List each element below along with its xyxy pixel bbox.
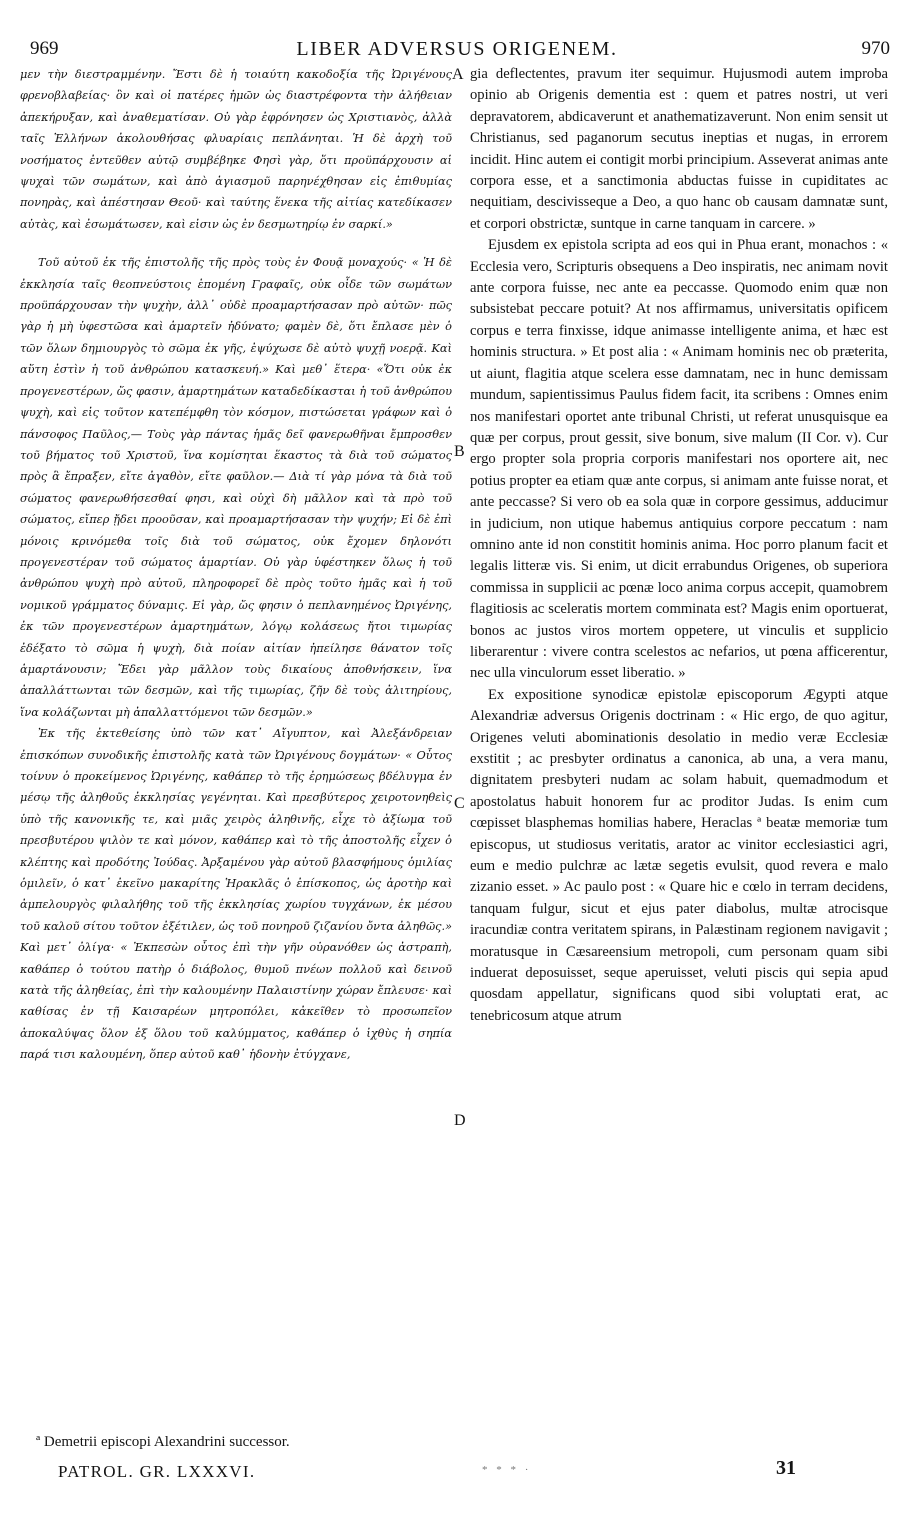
latin-paragraph-3: Ex expositione synodicæ epistolæ episcoporum Ægypti atque Alexandriæ adversus Origenis doctrinam : « Hic ergo, de quo agitur, Origenes veluti abominationis desolatio in medio veræ Ecclesiæ exstitit ; ac presbyter ordinatus a canonica, ab una, a vera manu, dignitatem presbyteri nudam ac solam habuit, quemadmodum et apostolatus habuit honorem fur ac proditor Judas. Is enim cum cœpisset blasphemas homilias habere, Heraclas ª beatæ memoriæ tum episcopus, ut studiosus veritatis, arator ac vinitor ecclesiastici agri, eum e medio pulchræ ac lætæ segetis evulsit, quod revera e malo zizanio esset. » Ac paulo post : « Quare hic e cœlo in terram decidens, tanquam fulgur, sicut et ejus pater diabolus, multæ atrocisque iracundiæ contra veritatem spirans, in Palæstinam regionem navigavit ; moratusque in Cæsareensium metropoli, cum personam quam sibi induerat deposuisset, seque aperuisset, veluti piscis qui sepia apud quosdam appellatur, significans quod sibi voluptati erat, ac tenebricosum atque atrum: [470, 686, 888, 1024]
footnote: ª Demetrii episcopi Alexandrini successor.: [36, 1434, 290, 1450]
greek-paragraph-2: Τοῦ αὐτοῦ ἐκ τῆς ἐπιστολῆς τῆς πρὸς τοὺς ἐν Φουᾷ μοναχούς· « Ἡ δὲ ἐκκλησία ταῖς θεοπνεύστοις ἑπομένη Γραφαῖς, οὐκ οἶδε τῶν σωμάτων προϋπάρχουσαν τὴν ψυχὴν, ἀλλ᾽ οὐδὲ προαμαρτήσασαν πρὸ αὐτῶν· πῶς γὰρ ἡ μὴ ὑφεστῶσα καὶ ἁμαρτεῖν ἠδύνατο; φαμὲν δὲ, ὅτι ἔπλασε μὲν ὁ τῶν ὅλων δημιουργὸς τὸ σῶμα ἐκ γῆς, ἐψύχωσε δὲ αὐτὸ ψυχῇ νοερᾷ. Καὶ αὕτη ἐστὶν ἡ τοῦ ἀνθρώπου κατασκευή.» Καὶ μεθ᾽ ἕτερα· «Ὅτι οὐκ ἐκ προγενεστέρων, ὥς φασιν, ἁμαρτημάτων καταδεδίκασται ἡ τοῦ ἀνθρώπου ψυχὴ, καὶ εἰς τοῦτον κατεπέμφθη τὸν κόσμον, πιστώσεται γράφων καὶ ὁ πάνσοφος Παῦλος,— Τοὺς γὰρ πάντας ἡμᾶς δεῖ φανερωθῆναι ἔμπροσθεν τοῦ βήματος τοῦ Χριστοῦ, ἵνα κομίσηται ἕκαστος τὰ διὰ τοῦ σώματος πρὸς ἃ ἔπραξεν, εἴτε ἀγαθὸν, εἴτε φαῦλον.— Διὰ τί γὰρ μόνα τὰ διὰ τοῦ σώματος φανερωθήσεσθαί φησι, καὶ οὐχὶ δὴ μᾶλλον καὶ τὰ πρὸ τοῦ σώματος, εἴπερ ᾔδει προοῦσαν, καὶ προαμαρτήσασαν τὴν ψυχήν; Εἰ δὲ ἐπὶ μόνοις κρινόμεθα τοῖς διὰ τοῦ σώματος, οὐκ ἔχομεν δηλονότι προγενεστέραν τοῦ σώματος ἁμαρτίαν. Οὐ γὰρ ὑφέστηκεν ὅλως ἡ τοῦ ἀνθρώπου ψυχὴ πρὸ αὐτοῦ, πληροφορεῖ δὲ πρὸς τοῦτο ἡμᾶς καὶ ἡ τοῦ νομικοῦ γράμματος δύναμις. Εἰ γὰρ, ὥς φησιν ὁ πεπλανημένος Ὠριγένης, ἐκ τῶν προγενεστέρων ἁμαρτημάτων, λόγῳ κολάσεως ἤτοι τιμωρίας ἐδέξατο τὸ σῶμα ἡ ψυχὴ, διὰ ποίαν αἰτίαν ἠπείλησε θάνατον τοῖς ἁμαρτάνουσιν; Ἔδει γὰρ μᾶλλον τοὺς δικαίους ἀποθνήσκειν, ἵνα ἀπαλλάττωνται τῶν δεσμῶν, καὶ τῆς τιμωρίας, ζῆν δὲ τοὺς ἀλιτηρίους, ἵνα κολάζωνται μὴ ἀπαλλαττόμενοι τῶν δεσμῶν.»: [20, 256, 452, 719]
latin-column: [470, 64, 888, 1384]
greek-paragraph-3: Ἐκ τῆς ἐκτεθείσης ὑπὸ τῶν κατ᾽ Αἴγυπτον, καὶ Ἀλεξάνδρειαν ἐπισκόπων συνοδικῆς ἐπιστολῆς κατὰ τῶν Ὠριγένους δογμάτων· « Οὗτος τοίνυν ὁ προκείμενος Ὠριγένης, καθάπερ τὸ τῆς ἐρημώσεως βδέλυγμα ἐν μέσῳ τῆς ἀληθοῦς ἐκκλησίας γεγένηται. Καὶ πρεσβύτερος χειροτονηθεὶς ὑπὸ τῆς κανονικῆς τε, καὶ μιᾶς χειρὸς ἀληθινῆς, εἶχε τὸ ἀξίωμα τοῦ πρεσβυτέρου ψιλὸν τε καὶ μόνον, καθάπερ καὶ τὸ τῆς ἀποστολῆς εἶχεν ὁ κλέπτης καὶ προδότης Ἰούδας. Ἀρξαμένου γὰρ αὐτοῦ βλασφήμους ὁμιλίας ὁμιλεῖν, ὁ κατ᾽ ἐκεῖνο μακαρίτης Ἡρακλᾶς ὁ ἐπίσκοπος, ὡς ἀροτὴρ καὶ ἀμπελουργὸς φιλαλήθης τοῦ τῆς ἐκκλησίας χωρίου τυγχάνων, ἐκ μέσου τοῦ καλοῦ σίτου τοῦτον ἐξέτιλεν, ὡς τοῦ πονηροῦ ζιζανίου ὄντα ἀληθῶς.» Καὶ μετ᾽ ὀλίγα· « Ἐκπεσὼν οὗτος ἐπὶ τὴν γῆν οὐρανόθεν ὡς ἀστραπὴ, καθάπερ ὁ τούτου πατὴρ ὁ διάβολος, θυμοῦ πνέων πολλοῦ καὶ δεινοῦ κατὰ τῆς ἀληθείας, ἐπὶ τὴν καλουμένην Παλαιστίνην χώραν ἔπλευσε· καὶ καθίσας ἐν τῇ Καισαρέων μητροπόλει, κἀκεῖθεν τὸ προσωπεῖον ἀποκαλύψας ὅλον ἐξ ὅλου τοῦ καλύμματος, καθάπερ ὁ ἰχθὺς ἡ σηπία παρά τισι καλουμένη, ὅπερ αὐτοῦ καθ᾽ ἡδονὴν ἐτύγχανε,: [20, 727, 452, 1062]
greek-column: [20, 64, 452, 1384]
running-title: LIBER ADVERSUS ORIGENEM.: [296, 38, 618, 60]
margin-marker-a: A: [452, 66, 464, 83]
margin-marker-b: B: [454, 443, 465, 460]
signature-number: 31: [776, 1457, 796, 1479]
series-signature: PATROL. GR. LXXXVI.: [58, 1462, 256, 1481]
running-header: [22, 38, 892, 60]
margin-marker-c: C: [454, 795, 465, 812]
latin-paragraph-2: Ejusdem ex epistola scripta ad eos qui in Phua erant, monachos : « Ecclesia vero, Scripturis obsequens a Deo inspiratis, nec animam novit ante corpora fuisse, nec ante ea peccasse. Quomodo enim quæ non subsistebat peccare potuit? At nos affirmamus, universitatis opificem corpus e terra finxisse, idque animasse intelligente anima, et hæc est hominis structura. » Et post alia : « Animam hominis nec ob præterita, ut aiunt, flagitia atque scelera esse damnatam, nec in hunc demissam mundum, sapientissimus Paulus fidem facit, ita scribens : Omnes enim nos manifestari oportet ante tribunal Christi, ut referat unusquisque ea quæ per corpus, prout gessit, sive bonum, sive malum (II Cor. v). Cur ergo propter sola propria corporis manifestari nos oportere ait, nec potius propter ea etiam quæ ante corpus, si animam ante fuisse norat, et ante peccasse? Si vero ob ea sola quæ in corpore gessimus, adducimur in judicium, non utique habemus antiquius corpore peccatum : nam omnino ante id non constitit hominis anima. Hoc porro planum facit et legalis litteræ vis. Si enim, ut dicit errabundus Origenes, ob superiora commissa in supplicii ac pœnæ loco anima corpus accepit, quamobrem flagitiosis ac sceleratis mortem comminata est? Magis enim oportuerat, bonos ac justos viros mortem oppetere, ut vinculis et supplicio liberarentur : vivere contra scelestos ac nefarios, ut pœna afficerentur, nec ulla vinculorum esset liberatio. »: [470, 237, 888, 682]
greek-paragraph-1: μεν τὴν διεστραμμένην. Ἔστι δὲ ἡ τοιαύτη κακοδοξία τῆς Ὠριγένους φρενοβλαβείας· ὃν καὶ οἱ πατέρες ἡμῶν ὡς διαστρέφοντα τὴν ἀλήθειαν ἀπεκήρυξαν, καὶ ἀναθεματίσαν. Οὐ γὰρ ἐφρόνησεν ὡς Χριστιανὸς, ἀλλὰ ταῖς Ἑλλήνων ἀκολουθήσας φλυαρίαις πεπλάνηται. Ἡ δὲ ἀρχὴ τοῦ νοσήματος ἐντεῦθεν αὐτῷ συμβέβηκε Φησὶ γὰρ, ὅτι προϋπάρχουσιν αἱ ψυχαὶ τῶν σωμάτων, καὶ ἀπὸ ἁγιασμοῦ παρηνέχθησαν εἰς ἐπιθυμίας πονηρὰς, καὶ ἀπέστησαν Θεοῦ· καὶ ταύτης ἕνεκα τῆς αἰτίας κατεδίκασεν αὐτὰς, καὶ ἐσωμάτωσεν, καὶ εἰσιν ὡς ἐν δεσμωτηρίῳ ἐν σαρκί.»: [20, 68, 452, 231]
page-number-left: 969: [30, 38, 59, 59]
margin-marker-d: D: [454, 1112, 466, 1129]
page-number-right: 970: [861, 38, 890, 59]
latin-paragraph-1: gia deflectentes, pravum iter sequimur. Hujusmodi autem improba opinio ab Origenis dementia est : quem et patres nostri, ut veri depravatorem, abdicaverunt et anathematizaverunt. Non enim sensit ut Christianus, sed paganorum secutus ineptias et nugas, in errorem incidit. Hinc autem ei contigit morbi principium. Asseverat animas ante corpora esse, et a sanctimonia abductas fuisse in cupiditates ac nequitiam, descivisseque a Deo, a quo hanc ob causam damnatæ sunt, et corpori obstrictæ, suntque in carne tanquam in carcere. »: [470, 66, 888, 232]
footer-ornament: * * * ·: [482, 1464, 532, 1476]
